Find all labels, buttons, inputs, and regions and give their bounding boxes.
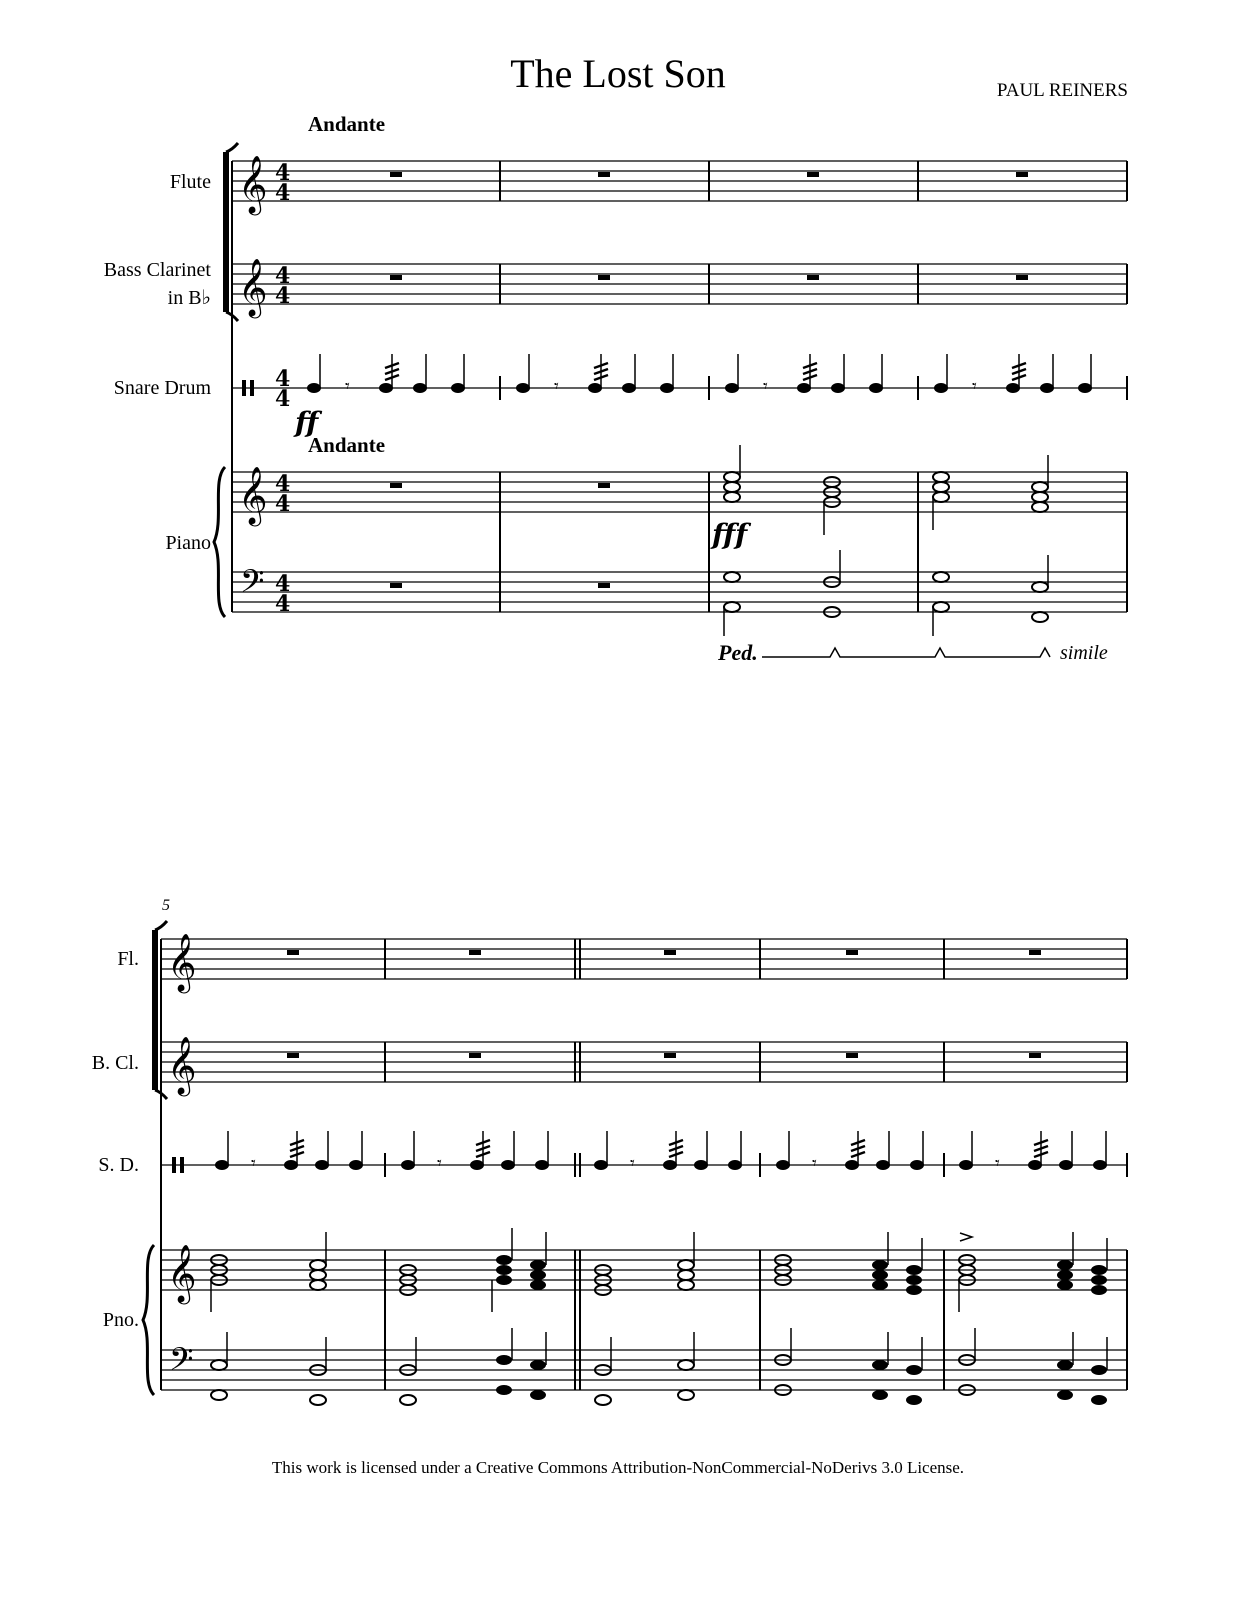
svg-text:4: 4 <box>275 160 291 186</box>
snare-pattern <box>307 354 465 397</box>
svg-text:𝄾: 𝄾 <box>345 376 350 397</box>
staff-pno-treble <box>161 1228 1127 1390</box>
staff-snare-drum <box>232 354 1127 412</box>
staff-pno-bass <box>161 1328 1127 1405</box>
svg-text:4: 4 <box>275 180 291 206</box>
treble-clef-icon: 𝄞 <box>167 1036 197 1094</box>
svg-text:4: 4 <box>275 491 291 517</box>
bass-clef-icon: 𝄢 <box>169 1341 194 1385</box>
dynamic-fff-piano: fff <box>712 518 748 551</box>
instrument-label-bass-clarinet: Bass Clarinet <box>103 259 211 281</box>
staff-piano-treble <box>232 445 1127 612</box>
instrument-label-flute: Flute <box>169 171 211 193</box>
svg-text:4: 4 <box>275 366 291 392</box>
pedal-simile: simile <box>1060 642 1108 664</box>
pedal-mark: Ped. <box>718 640 758 665</box>
staff-bass-clarinet <box>232 258 1127 319</box>
measure-number: 5 <box>162 897 170 914</box>
whole-rest <box>598 172 610 177</box>
svg-text:4: 4 <box>275 571 291 597</box>
whole-rest <box>807 275 819 280</box>
svg-text:4: 4 <box>275 386 291 412</box>
instrument-label-sd: S. D. <box>98 1154 139 1176</box>
instrument-label-bcl: B. Cl. <box>91 1052 139 1074</box>
treble-clef-icon: 𝄞 <box>238 155 268 213</box>
whole-rest <box>1016 172 1028 177</box>
score-title: The Lost Son <box>510 51 726 96</box>
piano-brace <box>143 1245 154 1395</box>
license-notice: This work is licensed under a Creative Commons Attribution-NonCommercial-NoDerivs 3.0 License. <box>271 1458 965 1477</box>
staff-bcl <box>161 1036 1127 1097</box>
dynamic-ff-snare: ff <box>295 406 319 439</box>
staff-piano-bass <box>232 550 1127 636</box>
composer-name: PAUL REINERS <box>996 80 1128 101</box>
instrument-label-bass-clarinet-key: in B♭ <box>167 287 211 309</box>
staff-flute <box>232 155 1127 216</box>
instrument-label-snare-drum: Snare Drum <box>113 377 211 399</box>
treble-clef-icon: 𝄞 <box>167 933 197 991</box>
svg-text:4: 4 <box>275 263 291 289</box>
whole-rest <box>390 172 402 177</box>
svg-text:𝄾: 𝄾 <box>251 1153 256 1174</box>
whole-rest <box>807 172 819 177</box>
accent-mark <box>960 1233 972 1241</box>
svg-text:4: 4 <box>275 591 291 617</box>
svg-text:4: 4 <box>275 471 291 497</box>
treble-clef-icon: 𝄞 <box>238 258 268 316</box>
treble-clef-icon: 𝄞 <box>167 1244 197 1302</box>
snare-pattern <box>215 1131 363 1174</box>
staff-fl <box>161 933 1127 994</box>
staff-sd <box>161 1131 1127 1177</box>
whole-rest <box>1016 275 1028 280</box>
whole-rest <box>598 275 610 280</box>
instrument-label-piano: Piano <box>165 532 211 554</box>
whole-rest <box>390 275 402 280</box>
pedal-line <box>762 648 1050 657</box>
tempo-marking-piano: Andante <box>308 433 386 457</box>
svg-text:4: 4 <box>275 283 291 309</box>
instrument-label-pno: Pno. <box>102 1309 139 1331</box>
instrument-label-fl: Fl. <box>117 948 139 970</box>
treble-clef-icon: 𝄞 <box>238 466 268 524</box>
piano-brace <box>214 467 225 617</box>
bass-clef-icon: 𝄢 <box>240 563 265 607</box>
tempo-marking-upper: Andante <box>308 112 386 136</box>
